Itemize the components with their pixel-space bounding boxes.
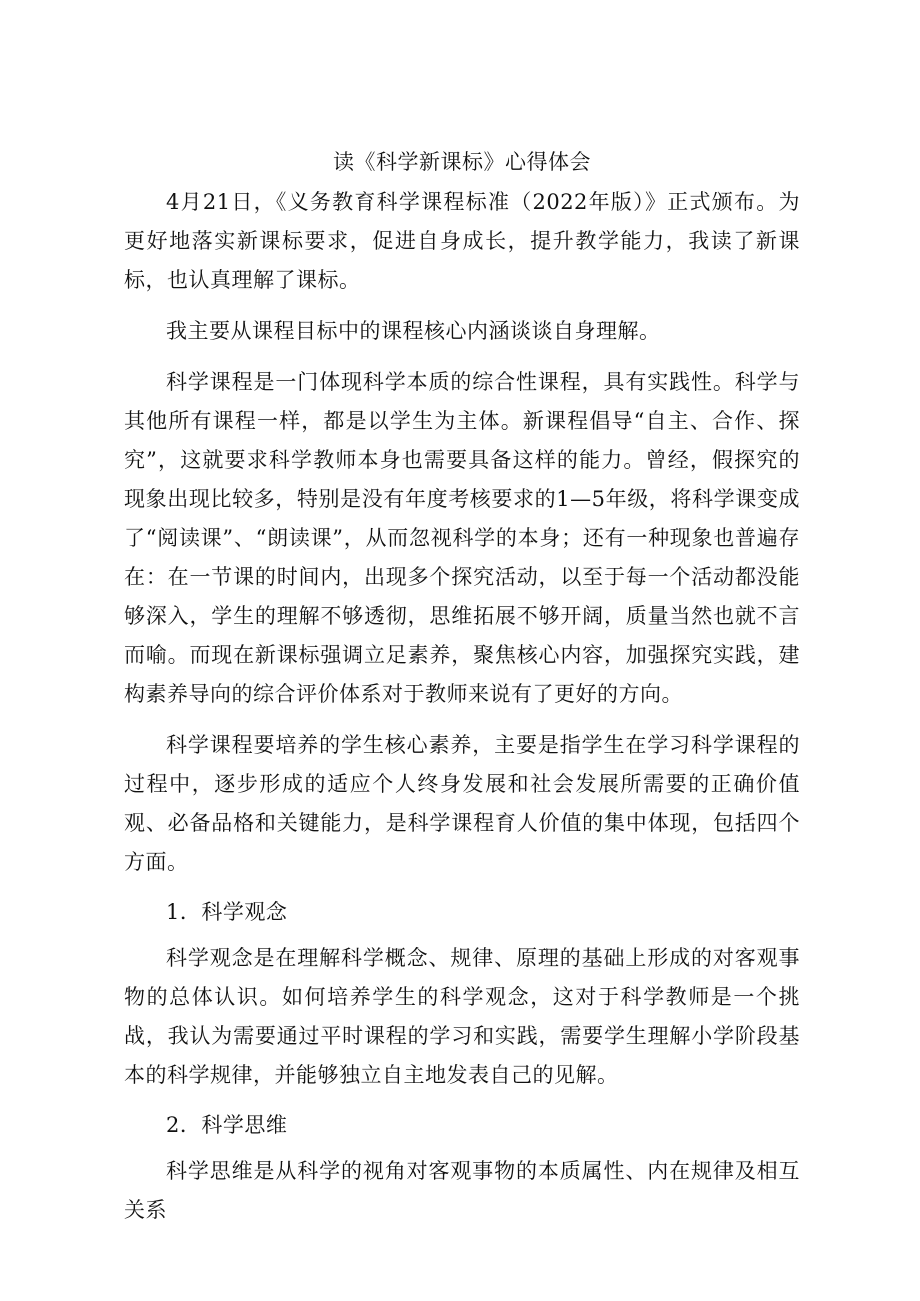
paragraph-course-nature: 科学课程是一门体现科学本质的综合性课程，具有实践性。科学与其他所有课程一样，都是以学生为主体。新课程倡导“自主、合作、探究”，这就要求科学教师本身也需要具备这样的能力。曾经，假探究的现象出现比较多，特别是没有年度考核要求的1—5年级，将科学课变成了“阅读课”、“朗读课”，从而忽视科学的本身；还有一种现象也普遍存在：在一节课的时间内，出现多个探究活动，以至于每一个活动都没能够深入，学生的理解不够透彻，思维拓展不够开阔，质量当然也就不言而喻。而现在新课标强调立足素养，聚焦核心内容，加强探究实践，建构素养导向的综合评价体系对于教师来说有了更好的方向。 — [124, 370, 800, 706]
section-heading-scientific-thinking: 2．科学思维 — [166, 1113, 288, 1137]
document-title: 读《科学新课标》心得体会 — [333, 150, 591, 174]
paragraph-core-literacy: 科学课程要培养的学生核心素养，主要是指学生在学习科学课程的过程中，逐步形成的适应个人终身发展和社会发展所需要的正确价值观、必备品格和关键能力，是科学课程育人价值的集中体现，包括四个方面。 — [124, 733, 800, 874]
paragraph-intro: 4月21日，《义务教育科学课程标准（2022年版）》正式颁布。为更好地落实新课标要求，促进自身成长，提升教学能力，我读了新课标，也认真理解了课标。 — [124, 190, 800, 292]
section-heading-scientific-concept: 1．科学观念 — [166, 900, 288, 924]
paragraph-scientific-concept: 科学观念是在理解科学概念、规律、原理的基础上形成的对客观事物的总体认识。如何培养学生的科学观念，这对于科学教师是一个挑战，我认为需要通过平时课程的学习和实践，需要学生理解小学阶段基本的科学规律，并能够独立自主地发表自己的见解。 — [124, 946, 800, 1087]
paragraph-focus: 我主要从课程目标中的课程核心内涵谈谈自身理解。 — [166, 319, 661, 343]
paragraph-scientific-thinking: 科学思维是从科学的视角对客观事物的本质属性、内在规律及相互关系 — [124, 1159, 800, 1222]
document-body — [124, 147, 800, 1242]
